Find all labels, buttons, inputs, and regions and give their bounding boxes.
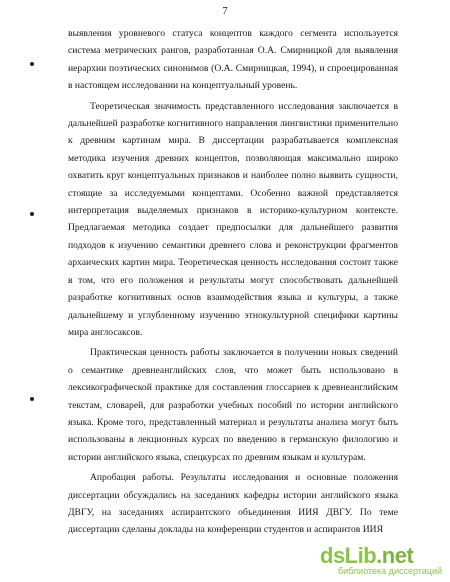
dslib-watermark[interactable]: [320, 543, 444, 577]
dslib-logo: dsLib.net: [320, 543, 414, 568]
margin-mark: [30, 397, 34, 401]
paragraph: Теоретическая значимость представленного исследования заключается в дальнейшей разработке когнитивного направления лингвистики применительно к древним картинам мира. В диссертации разрабатывается комплексная методика изучения древних концептов, позволяющая максимально широко охватить круг концептуальных признаков и наиболее полно выявить сущности, стоящие за исследуемыми концептами. Особенно важной представляется интерпретация выделяемых признаков в историко-культурном контексте. Предлагаемая методика создает предпосылки для дальнейшего развития подходов к изучению семантики древнего слова и реконструкции фрагментов архаических картин мира. Теоретическая ценность исследования состоит также в том, что его положения и результаты могут способствовать дальнейшей разработке когнитивных основ взаимодействия языка и культуры, а также дальнейшему и углубленному изучению этнокультурной специфики картины мира англосаксов.: [68, 100, 398, 338]
page-number: 7: [222, 6, 228, 17]
paragraph: выявления уровневого статуса концептов каждого сегмента используется система метрических рангов, разработанная О.А. Смирницкой для выявления иерархии поэтических синонимов (О.А. Смирницкая, 1994), и спроецированная в настоящем исследовании на концептуальный уровень.: [68, 28, 398, 92]
paragraph: Практическая ценность работы заключается в получении новых сведений о семантике древнеанглийских слов, что может быть использовано в лексикографической практике для составления глоссариев к древнеанглийским текстам, словарей, для разработки учебных пособий по истории английского языка. Кроме того, представленный материал и результаты анализа могут быть использованы в лекционных курсах по введению в германскую филологию и истории английского языка, спецкурсах по древним языкам и культурам.: [68, 347, 398, 463]
body-text: [68, 25, 398, 539]
margin-mark: [30, 212, 34, 216]
margin-mark: [30, 62, 34, 66]
dslib-subtitle: библиотека диссертаций: [338, 566, 443, 576]
paragraph: Апробация работы. Результаты исследования и основные положения диссертации обсуждались на заседаниях кафедры истории английского языка ДВГУ, на заседаниях аспирантского объединения ИИЯ ДВГУ. По теме диссертации сделаны доклады на конференции студентов и аспирантов ИИЯ: [68, 472, 398, 536]
